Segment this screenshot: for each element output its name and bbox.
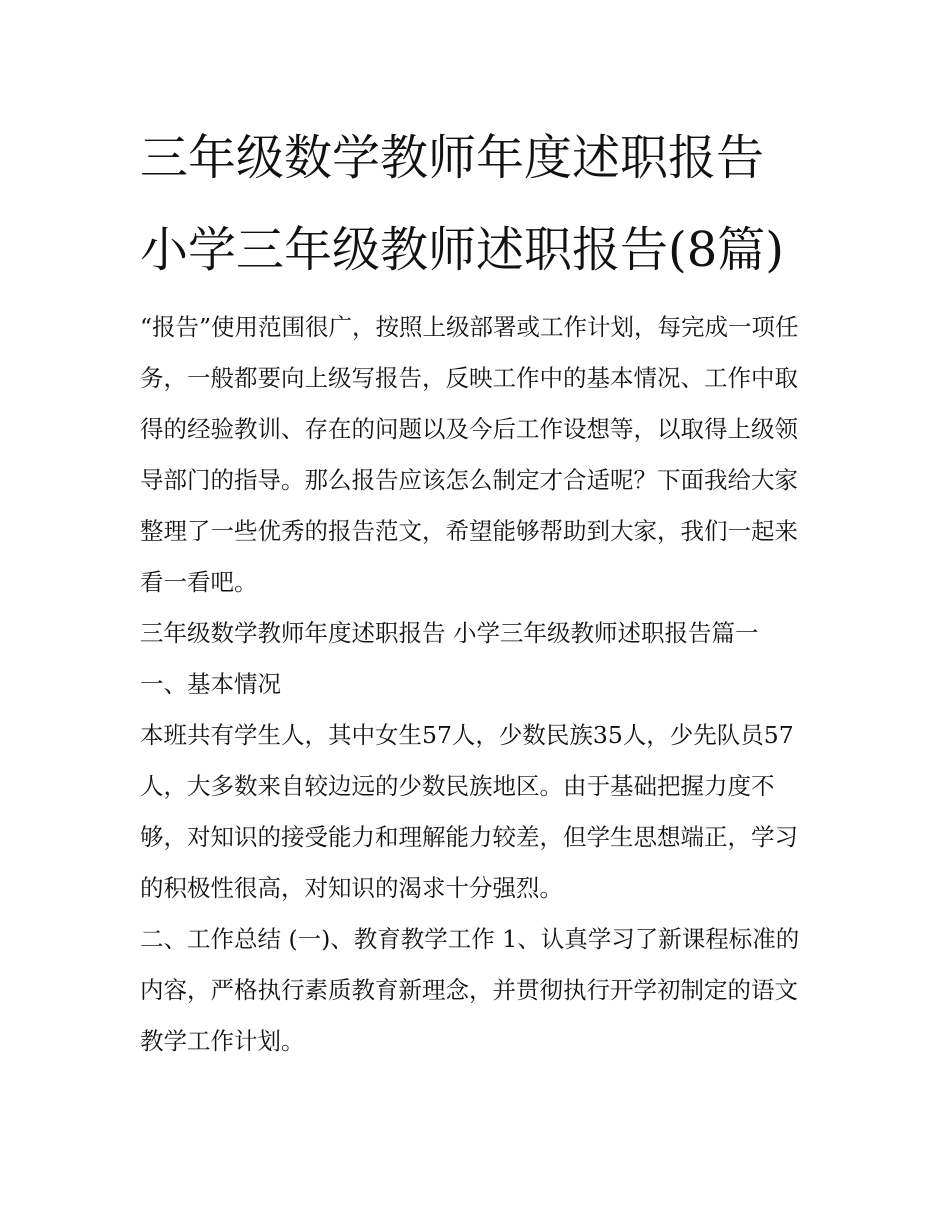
work-summary-paragraph: 二、工作总结 (一)、教育教学工作 1、认真学习了新课程标准的内容，严格执行素质教育新理念，并贯彻执行开学初制定的语文教学工作计划。 xyxy=(140,925,800,1055)
intro-paragraph: “报告”使用范围很广，按照上级部署或工作计划，每完成一项任务，一般都要向上级写报告，反映工作中的基本情况、工作中取得的经验教训、存在的问题以及今后工作设想等，以取得上级领导部门的指导。那么报告应该怎么制定才合适呢？下面我给大家整理了一些优秀的报告范文，希望能够帮助到大家，我们一起来看一看吧。 xyxy=(140,313,799,596)
document-page xyxy=(140,112,820,1067)
document-title: 三年级数学教师年度述职报告 小学三年级教师述职报告(8篇) xyxy=(140,130,784,278)
section-heading-basic-info: 一、基本情况 xyxy=(140,670,281,698)
basic-info-paragraph: 本班共有学生人，其中女生57人，少数民族35人，少先队员57人，大多数来自较边远的少数民族地区。由于基础把握力度不够，对知识的接受能力和理解能力较差，但学生思想端正，学习的积极性很高，对知识的渴求十分强烈。 xyxy=(140,721,798,902)
section-heading-article-one: 三年级数学教师年度述职报告 小学三年级教师述职报告篇一 xyxy=(140,619,759,647)
